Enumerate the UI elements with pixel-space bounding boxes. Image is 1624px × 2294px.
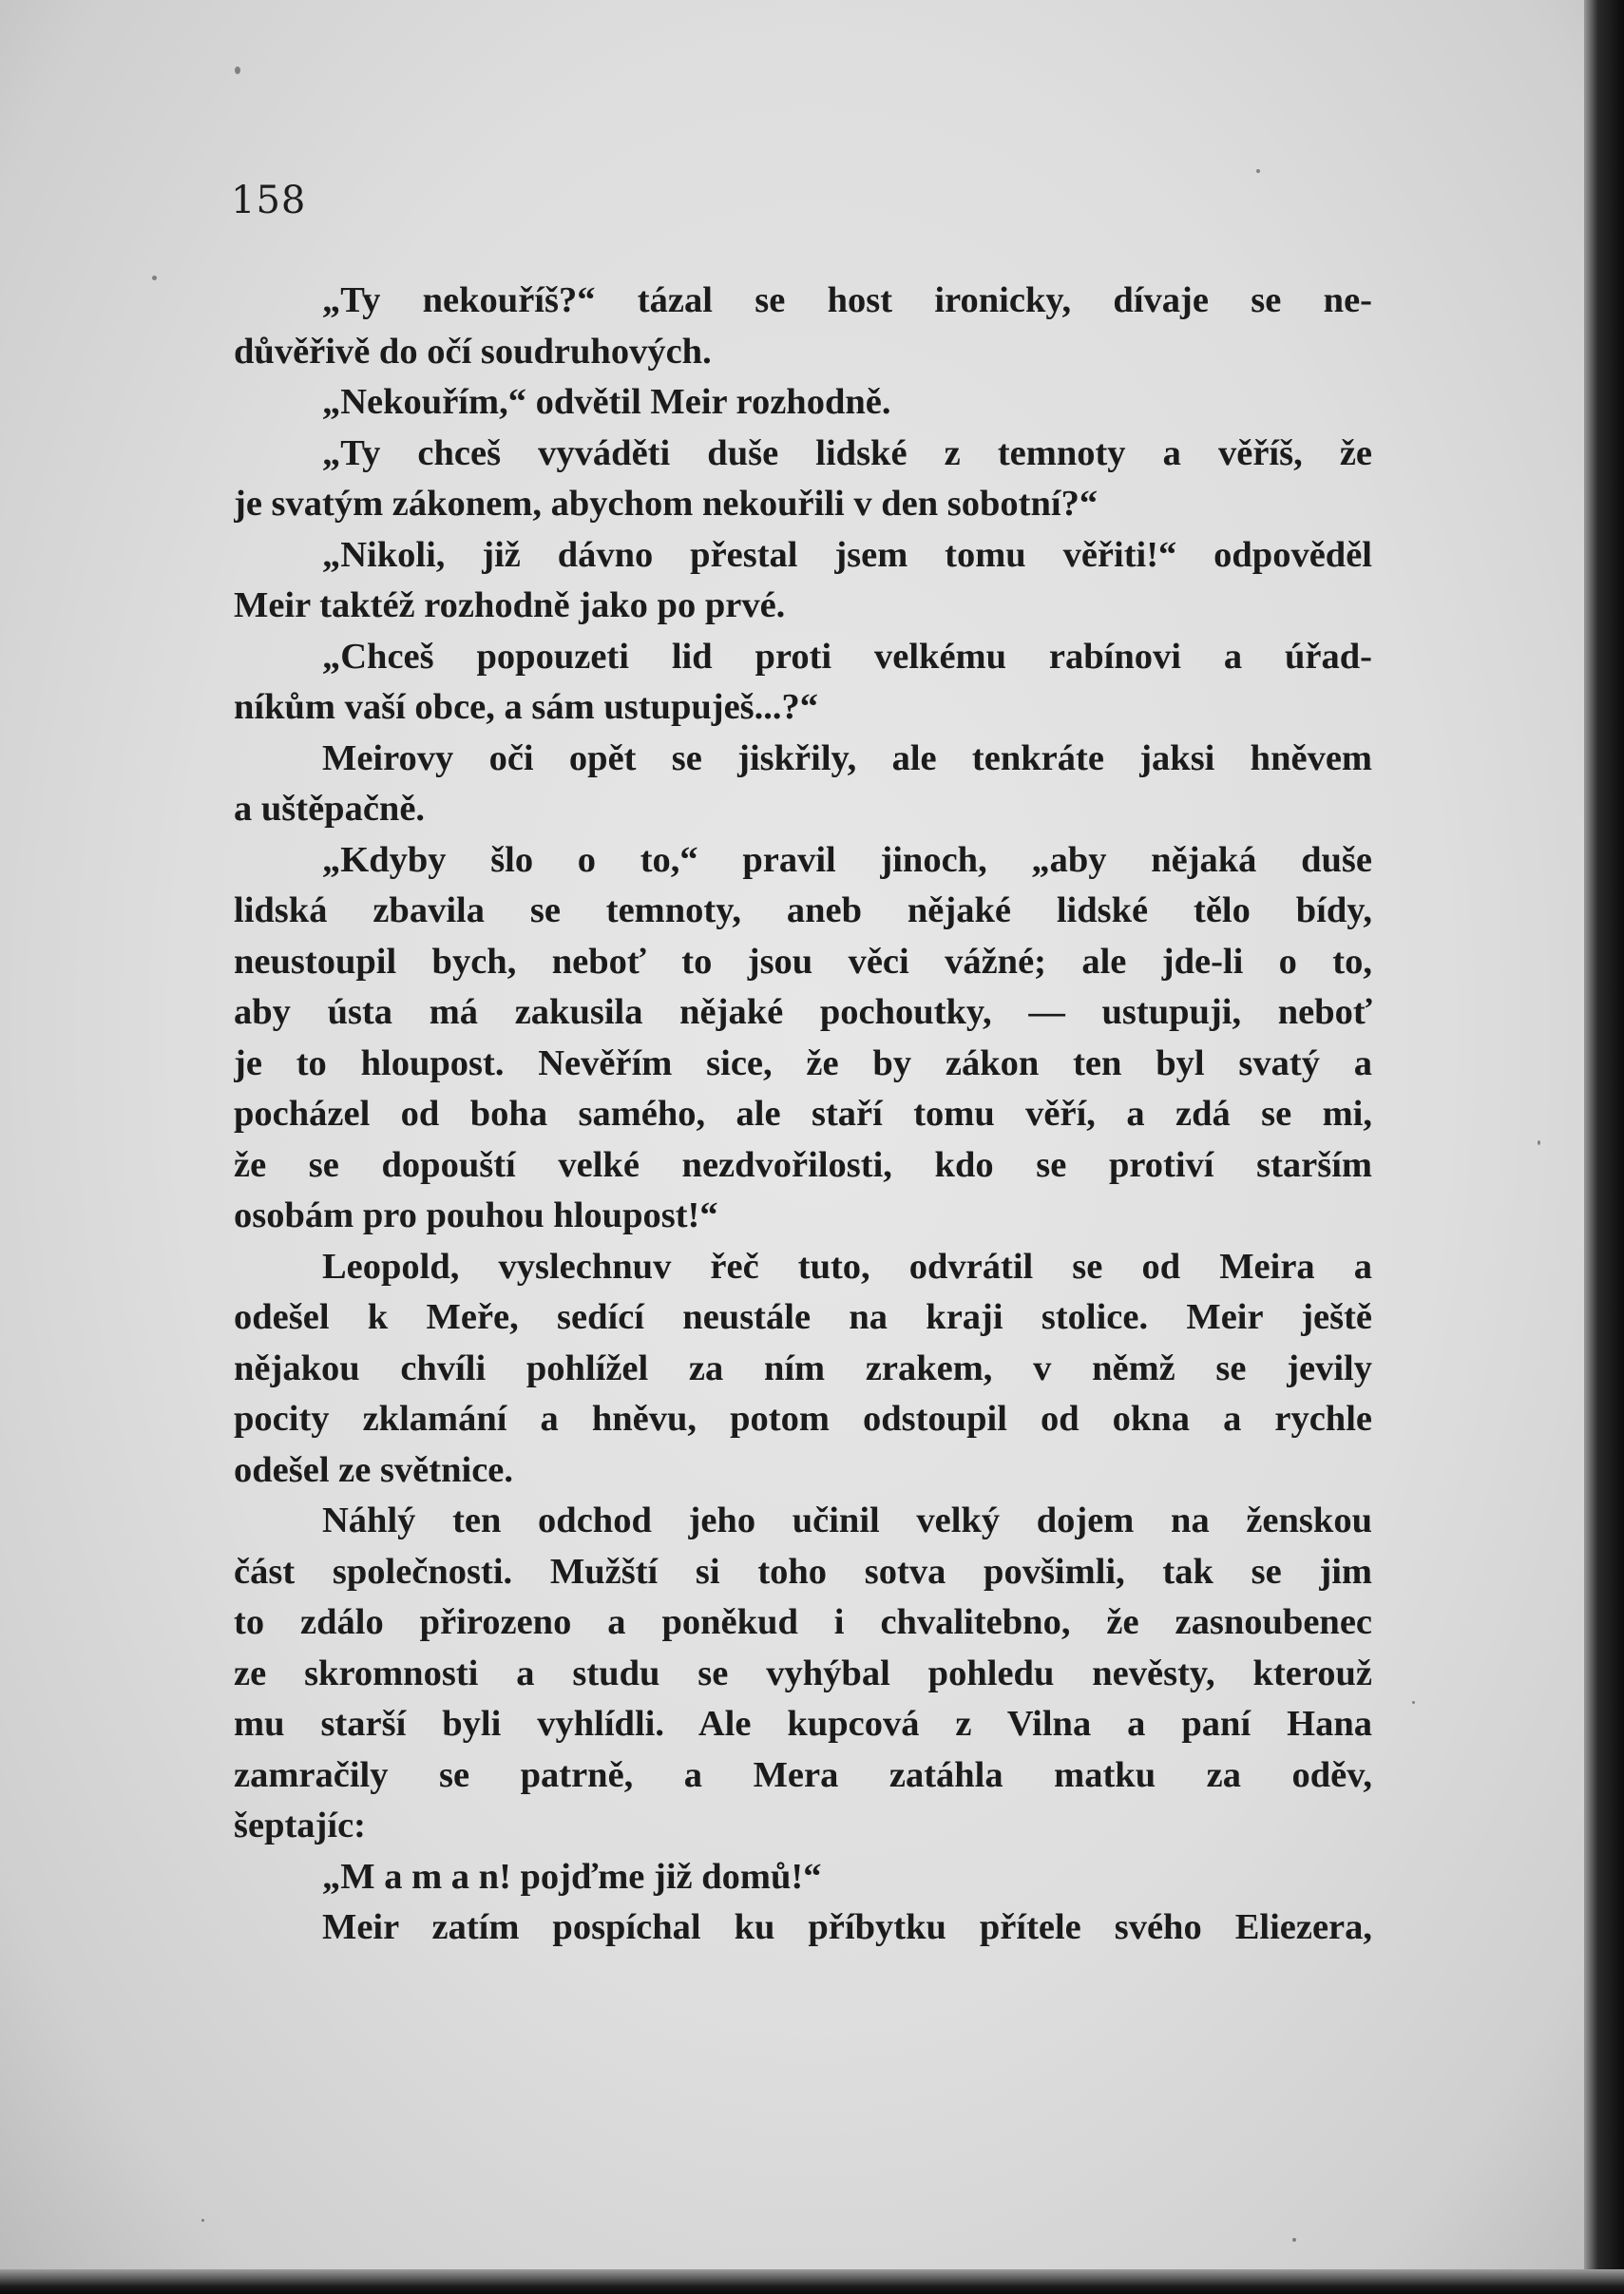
text-line: je to hloupost. Nevěřím sice, že by zákon ten byl svatý a [234, 1042, 1372, 1083]
text-line: že se dopouští velké nezdvořilosti, kdo se protiví starším [234, 1144, 1372, 1185]
page-edge-bottom [0, 2269, 1624, 2294]
page-number: 158 [231, 179, 307, 222]
text-line: je svatým zákonem, abychom nekouřili v den sobotní?“ [234, 484, 1099, 524]
text-line: mu starší byli vyhlídli. Ale kupcová z Vilna a paní Hana [234, 1704, 1372, 1744]
text-line: níkům vaší obce, a sám ustupuješ...?“ [234, 687, 819, 727]
paper-speck [235, 67, 240, 74]
text-line: a uštěpačně. [234, 789, 426, 829]
text-line: ze skromnosti a studu se vyhýbal pohledu nevěsty, kterouž [234, 1653, 1372, 1693]
text-line: „Ty chceš vyváděti duše lidské z temnoty a věříš, že [322, 432, 1372, 473]
text-line: Meirovy oči opět se jiskřily, ale tenkráte jaksi hněvem [322, 737, 1372, 778]
paper-speck [1292, 2238, 1296, 2242]
text-line: Meir taktéž rozhodně jako po prvé. [234, 585, 786, 625]
text-line: Náhlý ten odchod jeho učinil velký dojem na ženskou [322, 1501, 1372, 1540]
text-line: odešel ze světnice. [234, 1449, 513, 1490]
text-line: „Ty nekouříš?“ tázal se host ironicky, dívaje se ne- [322, 280, 1372, 320]
text-line: „Nikoli, již dávno přestal jsem tomu věřiti!“ odpověděl [322, 534, 1372, 575]
text-line: Meir zatím pospíchal ku příbytku přítele svého Eliezera, [322, 1907, 1372, 1947]
text-line: důvěřivě do očí soudruhových. [234, 331, 712, 372]
paper-speck [201, 2219, 204, 2222]
text-line: aby ústa má zakusila nějaké pochoutky, — ustupuji, neboť [234, 992, 1372, 1032]
text-line: „Kdyby šlo o to,“ pravil jinoch, „aby nějaká duše [322, 839, 1372, 880]
text-line: osobám pro pouhou hloupost!“ [234, 1195, 718, 1235]
text-line: odešel k Meře, sedící neustále na kraji stolice. Meir ještě [234, 1297, 1372, 1337]
text-line: část společnosti. Mužští si toho sotva povšimli, tak se jim [234, 1551, 1372, 1592]
text-line: šeptajíc: [234, 1806, 366, 1845]
paper-speck [152, 276, 157, 280]
text-line: „M a m a n! pojďme již domů!“ [322, 1856, 822, 1897]
page-edge-right [1584, 0, 1624, 2294]
text-line: zamračily se patrně, a Mera zatáhla matku za oděv, [234, 1754, 1372, 1795]
body-text [234, 276, 1372, 1954]
text-line: „Chceš popouzeti lid proti velkému rabínovi a úřad- [322, 636, 1372, 677]
paper-speck [1538, 1140, 1540, 1145]
text-line: „Nekouřím,“ odvětil Meir rozhodně. [322, 382, 891, 422]
paper-speck [1256, 169, 1260, 173]
text-line: pocity zklamání a hněvu, potom odstoupil od okna a rychle [234, 1399, 1372, 1439]
text-line: to zdálo přirozeno a poněkud i chvalitebno, že zasnoubenec [234, 1602, 1372, 1642]
text-line: pocházel od boha samého, ale staří tomu věří, a zdá se mi, [234, 1094, 1372, 1134]
text-line: lidská zbavila se temnoty, aneb nějaké lidské tělo bídy, [234, 890, 1372, 930]
text-line: Leopold, vyslechnuv řeč tuto, odvrátil se od Meira a [322, 1246, 1372, 1287]
text-line: neustoupil bych, neboť to jsou věci vážné; ale jde-li o to, [234, 941, 1372, 982]
paper-speck [1412, 1701, 1415, 1704]
text-line: nějakou chvíli pohlížel za ním zrakem, v němž se jevily [234, 1348, 1372, 1388]
